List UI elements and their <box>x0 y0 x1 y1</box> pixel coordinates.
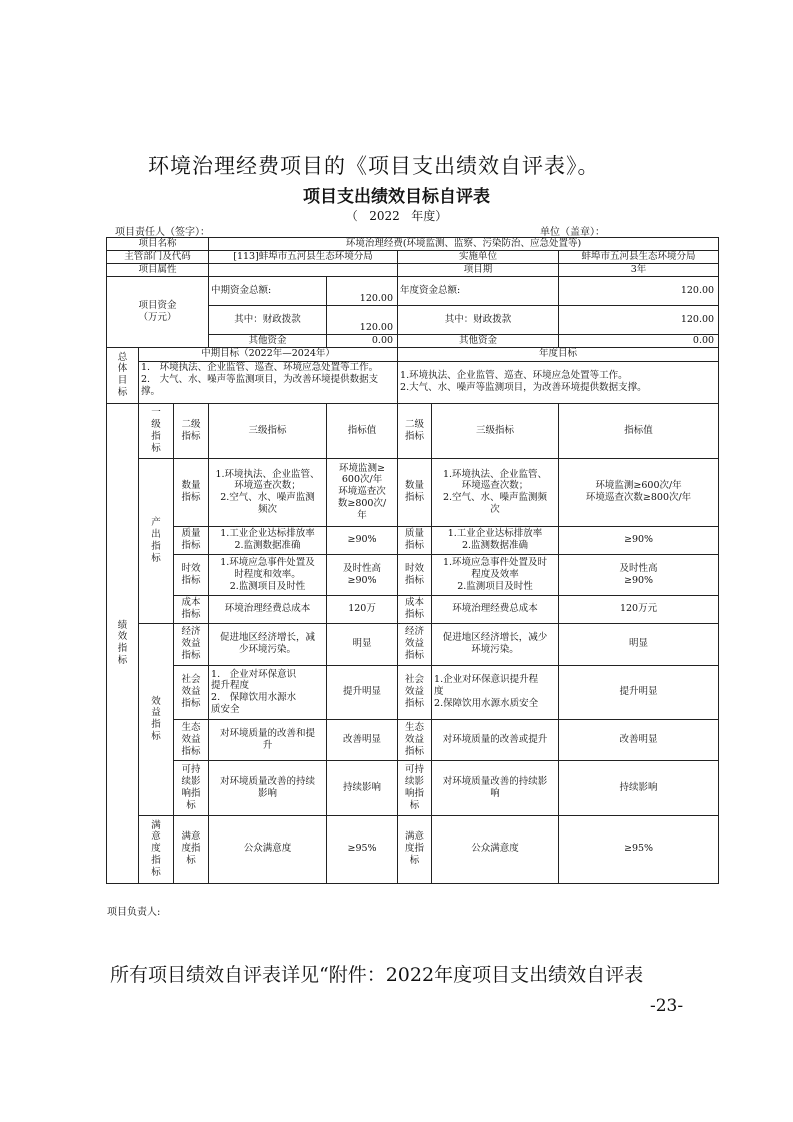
perf-indicator-label: 绩 效 指 标 <box>107 403 139 883</box>
overall-goal-label: 总 体 目 标 <box>107 347 139 403</box>
project-period-label: 项目期 <box>398 263 559 276</box>
row-mid-level3: 对环境质量的改善和提 升 <box>209 719 327 760</box>
table-row <box>107 595 719 623</box>
row-annual-level2: 满意 度指 标 <box>398 815 432 883</box>
row-annual-value: 及时性高 ≥90% <box>559 554 719 595</box>
row-annual-value: 环境监测≥600次/年 环境巡查次数≥800次/年 <box>559 458 719 526</box>
row-annual-level2: 经济 效益 指标 <box>398 623 432 665</box>
row-annual-level2: 生态 效益 指标 <box>398 719 432 760</box>
row-level2: 时效 指标 <box>174 554 209 595</box>
mid-goal-header: 中期目标（2022年—2024年） <box>139 347 398 361</box>
performance-table <box>106 237 719 884</box>
annual-fiscal-label: 其中：财政拨款 <box>398 305 559 334</box>
mid-fiscal-label: 其中：财政拨款 <box>209 305 327 334</box>
row-mid-level3: 1.工业企业达标排放率 2.监测数据准确 <box>209 526 327 554</box>
row-mid-level3: 1.环境执法、企业监管、 环境巡查次数； 2.空气、水、噪声监测 频次 <box>209 458 327 526</box>
row-annual-value: 改善明显 <box>559 719 719 760</box>
row-annual-value: ≥90% <box>559 526 719 554</box>
row-annual-level3: 对环境质量的改善或提升 <box>432 719 559 760</box>
row-mid-value: 提升明显 <box>327 665 398 719</box>
mid-value-header: 指标值 <box>327 403 398 458</box>
row-level2: 可持 续影 响指 标 <box>174 760 209 815</box>
mid-total-value: 120.00 <box>327 276 398 305</box>
mid-level3-header: 三级指标 <box>209 403 327 458</box>
row-mid-value: 环境监测≥ 600次/年 环境巡查次 数≥800次/ 年 <box>327 458 398 526</box>
row-mid-value: ≥95% <box>327 815 398 883</box>
annual-goal-header: 年度目标 <box>398 347 719 361</box>
row-annual-value: 持续影响 <box>559 760 719 815</box>
project-lead-label: 项目负责人: <box>107 907 161 918</box>
row-annual-value: 明显 <box>559 623 719 665</box>
project-attr-label: 项目属性 <box>107 263 209 276</box>
row-annual-level3: 1.环境应急事件处置及时 程度及效率 2.监测项目及时性 <box>432 554 559 595</box>
mid-total-label: 中期资金总额: <box>209 276 327 305</box>
row-annual-level3: 1.环境执法、企业监管、 环境巡查次数； 2.空气、水、噪声监测频 次 <box>432 458 559 526</box>
mid-fiscal-value: 120.00 <box>327 305 398 334</box>
row-level2: 成本 指标 <box>174 595 209 623</box>
row-mid-level3: 环境治理经费总成本 <box>209 595 327 623</box>
row-annual-level3: 公众满意度 <box>432 815 559 883</box>
row-mid-value: 120万 <box>327 595 398 623</box>
row-level2: 数量 指标 <box>174 458 209 526</box>
mid-other-value: 0.00 <box>327 334 398 347</box>
page-number: -23- <box>650 996 684 1016</box>
annual-value-header: 指标值 <box>559 403 719 458</box>
funds-label: 项目资金 （万元） <box>107 276 209 347</box>
row-mid-value: 改善明显 <box>327 719 398 760</box>
row-annual-level3: 1.企业对环保意识提升程 度 2.保障饮用水源水质安全 <box>432 665 559 719</box>
responsible-signature-label: 项目责任人（签字）： <box>115 227 210 238</box>
table-row <box>107 665 719 719</box>
level1-header: 一 级 指 标 <box>139 403 174 458</box>
closing-text: 所有项目绩效自评表详见“附件：2022年度项目支出绩效自评表 <box>110 964 644 986</box>
row-annual-level2: 数量 指标 <box>398 458 432 526</box>
annual-goal-text: 1.环境执法、企业监管、巡查、环境应急处置等工作。 2.大气、水、噪声等监测项目，为改善环境提供数据支撑。 <box>398 361 719 403</box>
row-annual-level2: 成本 指标 <box>398 595 432 623</box>
annual-total-value: 120.00 <box>559 276 719 305</box>
row-annual-level3: 促进地区经济增长，减少 环境污染。 <box>432 623 559 665</box>
project-name-value: 环境治理经费(环境监测、监察、污染防治、应急处置等) <box>209 238 719 251</box>
row-annual-level3: 环境治理经费总成本 <box>432 595 559 623</box>
row-annual-level2: 社会 效益 指标 <box>398 665 432 719</box>
row-mid-level3: 1.环境应急事件处置及 时程度和效率。 2.监测项目及时性 <box>209 554 327 595</box>
satisfaction-indicator-label: 满 意 度 指 标 <box>139 815 174 883</box>
row-level2: 满意 度指 标 <box>174 815 209 883</box>
table-row <box>107 526 719 554</box>
row-mid-level3: 1. 企业对环保意识 提升程度 2. 保障饮用水源水 质安全 <box>209 665 327 719</box>
row-mid-value: 明显 <box>327 623 398 665</box>
form-title: 项目支出绩效目标自评表 <box>303 187 490 207</box>
table-row <box>107 719 719 760</box>
mid-goal-text: 1. 环境执法、企业监管、巡查、环境应急处置等工作。 2. 大气、水、噪声等监测项目，为改善环境提供数据支撑。 <box>139 361 398 403</box>
row-mid-level3: 对环境质量改善的持续 影响 <box>209 760 327 815</box>
row-annual-level3: 对环境质量改善的持续影 响 <box>432 760 559 815</box>
row-annual-value: ≥95% <box>559 815 719 883</box>
row-level2: 经济 效益 指标 <box>174 623 209 665</box>
row-mid-level3: 促进地区经济增长，减 少环境污染。 <box>209 623 327 665</box>
project-name-label: 项目名称 <box>107 238 209 251</box>
row-annual-value: 提升明显 <box>559 665 719 719</box>
table-row <box>107 760 719 815</box>
annual-level2-header: 二级 指标 <box>398 403 432 458</box>
impl-unit-label: 实施单位 <box>398 250 559 263</box>
row-annual-value: 120万元 <box>559 595 719 623</box>
row-annual-level2: 可持 续影 响指 标 <box>398 760 432 815</box>
row-level2: 社会 效益 指标 <box>174 665 209 719</box>
annual-fiscal-value: 120.00 <box>559 305 719 334</box>
output-indicator-label: 产 出 指 标 <box>139 458 174 623</box>
dept-value: [113]蚌埠市五河县生态环境分局 <box>209 250 398 263</box>
project-period-value: 3年 <box>559 263 719 276</box>
row-annual-level3: 1.工业企业达标排放率 2.监测数据准确 <box>432 526 559 554</box>
year-line: （ 2022 年度） <box>345 209 448 223</box>
table-row <box>107 458 719 526</box>
row-annual-level2: 质量 指标 <box>398 526 432 554</box>
annual-other-value: 0.00 <box>559 334 719 347</box>
row-mid-value: ≥90% <box>327 526 398 554</box>
table-row <box>107 623 719 665</box>
row-mid-value: 持续影响 <box>327 760 398 815</box>
intro-text: 环境治理经费项目的《项目支出绩效自评表》。 <box>148 154 600 178</box>
annual-level3-header: 三级指标 <box>432 403 559 458</box>
dept-label: 主管部门及代码 <box>107 250 209 263</box>
benefit-indicator-label: 效 益 指 标 <box>139 623 174 815</box>
mid-level2-header: 二级 指标 <box>174 403 209 458</box>
row-mid-value: 及时性高 ≥90% <box>327 554 398 595</box>
row-mid-level3: 公众满意度 <box>209 815 327 883</box>
impl-unit-value: 蚌埠市五河县生态环境分局 <box>559 250 719 263</box>
table-row <box>107 815 719 883</box>
unit-seal-label: 单位（盖章）： <box>540 227 605 238</box>
annual-other-label: 其他资金 <box>398 334 559 347</box>
row-level2: 质量 指标 <box>174 526 209 554</box>
row-annual-level2: 时效 指标 <box>398 554 432 595</box>
mid-other-label: 其他资金 <box>209 334 327 347</box>
table-row <box>107 554 719 595</box>
project-attr-value <box>209 263 398 276</box>
row-level2: 生态 效益 指标 <box>174 719 209 760</box>
annual-total-label: 年度资金总额: <box>398 276 559 305</box>
